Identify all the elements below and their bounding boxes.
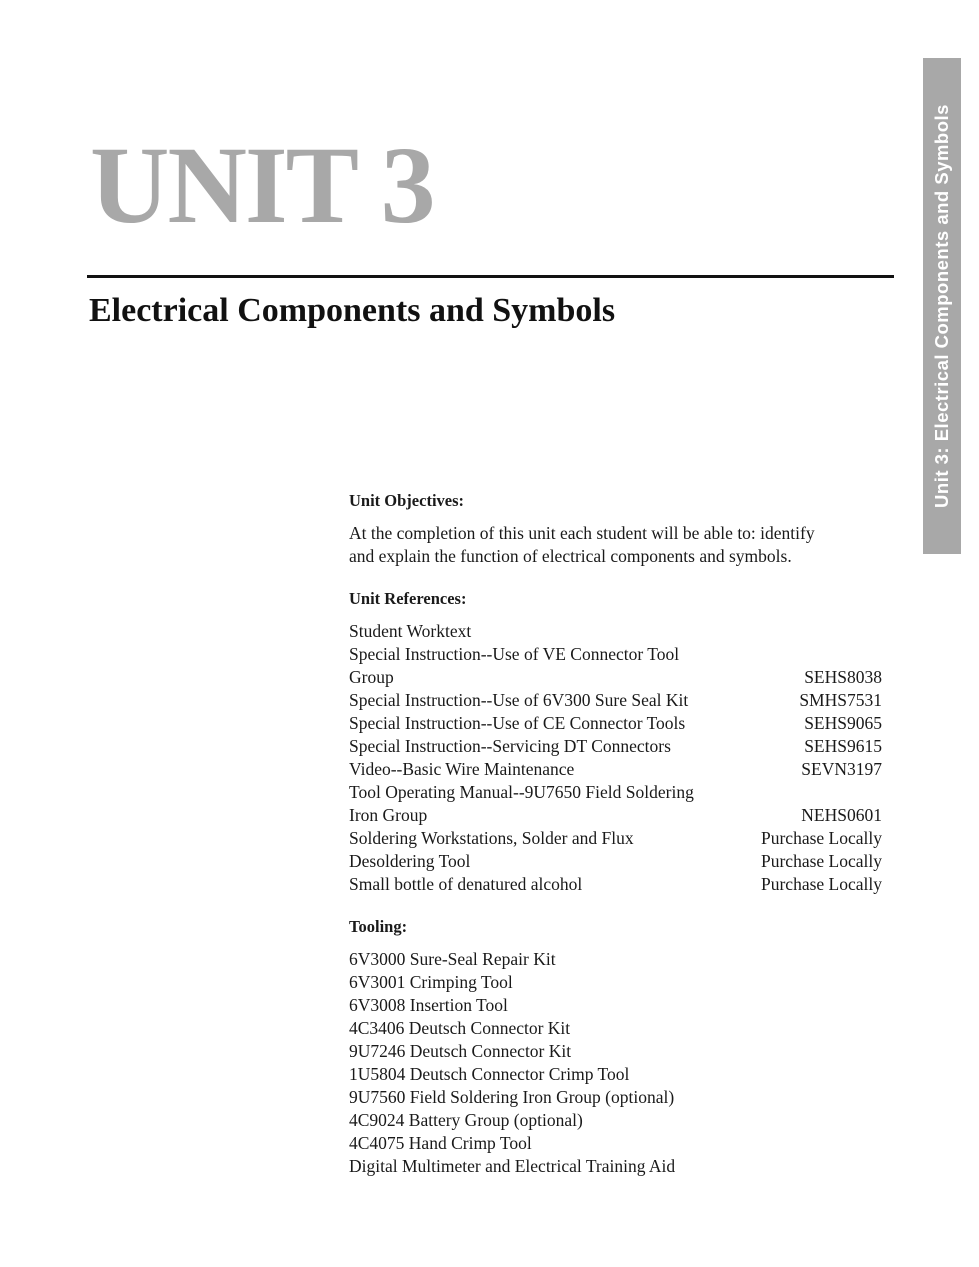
reference-row	[349, 620, 882, 643]
side-tab-label: Unit 3: Electrical Components and Symbols	[931, 104, 952, 508]
unit-number: UNIT 3	[90, 124, 434, 246]
reference-row	[349, 850, 882, 873]
reference-title: Special Instruction--Use of 6V300 Sure Seal Kit	[349, 690, 689, 710]
reference-row	[349, 712, 882, 735]
tooling-heading: Tooling:	[349, 917, 408, 936]
reference-row	[349, 781, 882, 804]
tooling-item: 4C9024 Battery Group (optional)	[349, 1110, 583, 1130]
reference-title: Small bottle of denatured alcohol	[349, 874, 583, 894]
reference-code: NEHS0601	[801, 805, 882, 825]
reference-row	[349, 689, 882, 712]
reference-title: Soldering Workstations, Solder and Flux	[349, 828, 634, 848]
reference-title: Desoldering Tool	[349, 851, 471, 871]
tooling-item: 9U7246 Deutsch Connector Kit	[349, 1041, 572, 1061]
tooling-item: 6V3008 Insertion Tool	[349, 995, 508, 1015]
reference-code: SEHS8038	[804, 667, 882, 687]
tooling-item: 4C3406 Deutsch Connector Kit	[349, 1018, 571, 1038]
reference-code: SEHS9615	[804, 736, 882, 756]
unit-content	[349, 489, 882, 1197]
objectives-text	[349, 522, 882, 568]
tooling-item: 4C4075 Hand Crimp Tool	[349, 1133, 532, 1153]
title-divider	[87, 275, 894, 278]
tooling-item: 6V3001 Crimping Tool	[349, 972, 513, 992]
reference-title: Student Worktext	[349, 621, 472, 641]
tooling-item: 9U7560 Field Soldering Iron Group (optional)	[349, 1087, 675, 1107]
reference-title: Video--Basic Wire Maintenance	[349, 759, 575, 779]
tooling-list	[349, 948, 882, 1178]
objectives-heading: Unit Objectives:	[349, 491, 465, 510]
reference-title: Tool Operating Manual--9U7650 Field Soldering	[349, 782, 694, 802]
unit-title: Electrical Components and Symbols	[89, 292, 616, 329]
reference-code: SMHS7531	[799, 690, 882, 710]
reference-code: Purchase Locally	[761, 851, 882, 871]
references-list	[349, 620, 882, 896]
reference-code: SEVN3197	[801, 759, 882, 779]
side-tab	[923, 58, 961, 554]
objectives-line: and explain the function of electrical components and symbols.	[349, 546, 792, 566]
reference-code: SEHS9065	[804, 713, 882, 733]
references-heading: Unit References:	[349, 589, 467, 608]
reference-row	[349, 735, 882, 758]
tooling-item: 1U5804 Deutsch Connector Crimp Tool	[349, 1064, 630, 1084]
reference-row	[349, 827, 882, 850]
reference-title: Iron Group	[349, 805, 428, 825]
reference-title: Group	[349, 667, 394, 687]
reference-title: Special Instruction--Use of CE Connector Tools	[349, 713, 686, 733]
reference-code: Purchase Locally	[761, 874, 882, 894]
reference-row	[349, 666, 882, 689]
objectives-line: At the completion of this unit each student will be able to: identify	[349, 523, 815, 543]
reference-row	[349, 643, 882, 666]
reference-title: Special Instruction--Use of VE Connector Tool	[349, 644, 680, 664]
tooling-item: 6V3000 Sure-Seal Repair Kit	[349, 949, 556, 969]
tooling-item: Digital Multimeter and Electrical Training Aid	[349, 1156, 676, 1176]
reference-title: Special Instruction--Servicing DT Connectors	[349, 736, 671, 756]
reference-code: Purchase Locally	[761, 828, 882, 848]
reference-row	[349, 873, 882, 896]
reference-row	[349, 758, 882, 781]
reference-row	[349, 804, 882, 827]
